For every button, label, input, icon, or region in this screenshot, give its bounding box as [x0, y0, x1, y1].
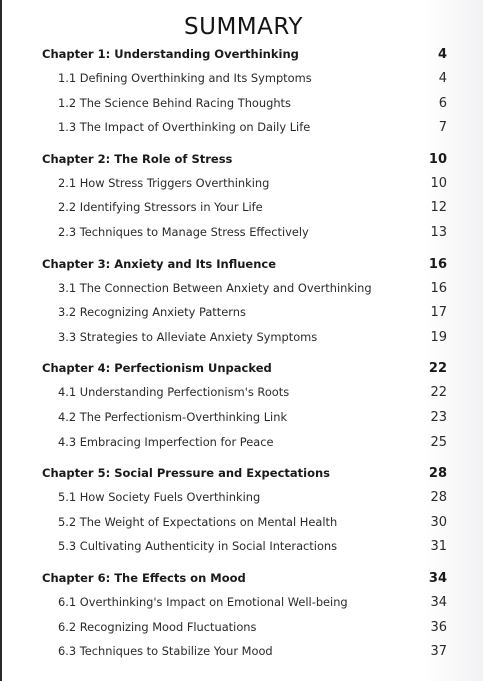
chapter-block	[42, 253, 447, 350]
section-title: 2.1 How Stress Triggers Overthinking	[58, 175, 270, 190]
toc-section-entry[interactable]	[42, 590, 447, 615]
chapter-title: Chapter 4: Perfectionism Unpacked	[42, 361, 272, 376]
section-title: 6.2 Recognizing Mood Fluctuations	[58, 619, 257, 634]
page-number: 28	[428, 466, 447, 482]
page-number: 22	[428, 361, 447, 377]
section-title: 1.1 Defining Overthinking and Its Symptoms	[58, 71, 312, 85]
page-number: 34	[430, 594, 447, 610]
toc-section-entry[interactable]	[42, 510, 447, 535]
chapter-title: Chapter 3: Anxiety and Its Influence	[42, 256, 277, 271]
page-number: 22	[430, 385, 447, 401]
page-number: 31	[430, 539, 447, 555]
toc-chapter-entry[interactable]	[42, 43, 447, 66]
page-number: 10	[428, 151, 447, 167]
page-number: 28	[430, 490, 447, 506]
section-title: 3.2 Recognizing Anxiety Patterns	[58, 305, 246, 320]
page-number: 34	[428, 570, 447, 586]
section-title: 4.1 Understanding Perfectionism's Roots	[58, 385, 290, 400]
section-title: 6.3 Techniques to Stabilize Your Mood	[58, 644, 273, 659]
chapter-title: Chapter 5: Social Pressure and Expectations	[42, 466, 331, 481]
toc-section-entry[interactable]	[42, 91, 447, 116]
page-number: 37	[430, 644, 447, 660]
section-title: 5.2 The Weight of Expectations on Mental Health	[58, 514, 338, 529]
chapter-block	[42, 148, 447, 245]
toc-section-entry[interactable]	[42, 300, 447, 325]
page-number: 25	[430, 434, 447, 450]
toc-section-entry[interactable]	[42, 171, 447, 196]
section-title: 1.3 The Impact of Overthinking on Daily Life	[58, 120, 311, 135]
page-number: 23	[430, 409, 447, 425]
toc-section-entry[interactable]	[42, 380, 447, 405]
section-title: 6.1 Overthinking's Impact on Emotional Well-being	[58, 594, 348, 609]
toc-chapter-entry[interactable]	[42, 357, 447, 380]
section-title: 4.2 The Perfectionism-Overthinking Link	[58, 409, 288, 424]
page-number: 13	[430, 224, 447, 240]
section-title: 5.3 Cultivating Authenticity in Social Interactions	[58, 539, 338, 554]
toc-section-entry[interactable]	[42, 430, 447, 455]
page-number: 4	[437, 47, 447, 62]
page-title: SUMMARY	[184, 14, 303, 40]
toc-chapter-entry[interactable]	[42, 148, 447, 171]
chapter-title: Chapter 6: The Effects on Mood	[42, 570, 246, 585]
page-number: 10	[430, 175, 447, 191]
toc-section-entry[interactable]	[42, 485, 447, 510]
chapter-block	[42, 462, 447, 559]
toc-section-entry[interactable]	[42, 639, 447, 664]
section-title: 2.3 Techniques to Manage Stress Effectively	[58, 224, 309, 239]
page-number: 36	[430, 619, 447, 635]
chapter-block	[42, 43, 447, 140]
chapter-title: Chapter 2: The Role of Stress	[42, 151, 233, 166]
toc-section-entry[interactable]	[42, 276, 447, 301]
table-of-contents	[42, 43, 447, 672]
toc-section-entry[interactable]	[42, 195, 447, 220]
toc-section-entry[interactable]	[42, 534, 447, 559]
page-number: 4	[438, 71, 447, 86]
page-number: 16	[428, 256, 447, 272]
section-title: 3.3 Strategies to Alleviate Anxiety Symptoms	[58, 329, 318, 344]
page-number: 16	[430, 280, 447, 296]
chapter-title: Chapter 1: Understanding Overthinking	[42, 47, 299, 61]
page-number: 17	[430, 305, 447, 321]
toc-chapter-entry[interactable]	[42, 462, 447, 485]
toc-section-entry[interactable]	[42, 405, 447, 430]
toc-chapter-entry[interactable]	[42, 567, 447, 590]
page-number: 6	[438, 95, 447, 111]
chapter-block	[42, 567, 447, 664]
page-number: 7	[438, 120, 447, 136]
section-title: 2.2 Identifying Stressors in Your Life	[58, 200, 263, 215]
toc-section-entry[interactable]	[42, 220, 447, 245]
section-title: 1.2 The Science Behind Racing Thoughts	[58, 95, 291, 110]
page-number: 12	[430, 200, 447, 216]
chapter-block	[42, 357, 447, 454]
section-title: 4.3 Embracing Imperfection for Peace	[58, 434, 274, 449]
toc-section-entry[interactable]	[42, 325, 447, 350]
page-number: 19	[430, 329, 447, 345]
section-title: 3.1 The Connection Between Anxiety and Overthinking	[58, 280, 372, 295]
toc-section-entry[interactable]	[42, 115, 447, 140]
toc-section-entry[interactable]	[42, 66, 447, 91]
section-title: 5.1 How Society Fuels Overthinking	[58, 490, 261, 505]
toc-section-entry[interactable]	[42, 615, 447, 640]
toc-chapter-entry[interactable]	[42, 253, 447, 276]
page-number: 30	[430, 514, 447, 530]
